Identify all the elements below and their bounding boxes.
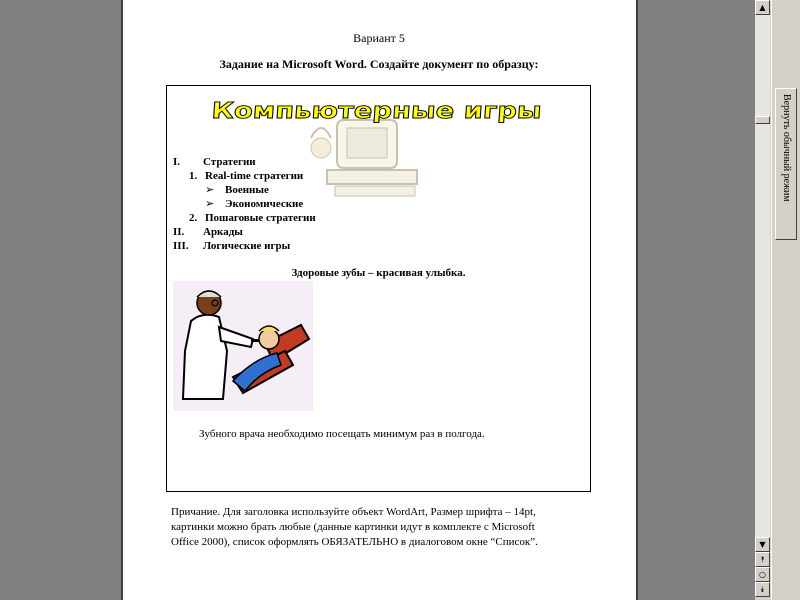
list-item: ➢ Военные [205,184,269,196]
page-right-edge [636,0,638,600]
vertical-toolbar [771,0,800,600]
next-page-button[interactable]: ⯯ [755,582,770,597]
wordart-title [167,92,590,132]
return-normal-mode-label: Вернуть обычный режим [781,94,792,202]
previous-page-button[interactable]: ⯭ [755,552,770,567]
list-item: II. Аркады [173,226,243,238]
arrow-bullet-icon: ➢ [205,184,215,196]
scroll-down-button[interactable]: ▼ [755,537,770,552]
sample-frame [166,85,591,492]
wordart-title-text: Компьютерные игры [210,99,478,124]
list-item: I. Стратегии [173,156,256,168]
scrollbar-track[interactable] [755,15,770,540]
arrow-bullet-icon: ➢ [205,198,215,210]
dentist-clipart [173,281,313,411]
list-item: 1. Real-time стратегии [189,170,304,182]
workspace-left [0,0,122,600]
teeth-heading: Здоровые зубы – красивая улыбка. [291,267,466,279]
variant-heading: Вариант 5 [353,31,405,45]
dentist-caption: Зубного врача необходимо посещать минимум раз в полгода. [199,428,485,440]
vertical-scrollbar[interactable] [754,0,771,600]
note-paragraph: Причание. Для заголовка используйте объект WordArt, Размер шрифта – 14pt, картинки можно брать любые (данные картинки идут в комплекте с Microsoft Office 2000), список оформлять ОБЯЗАТЕЛЬНО в диалоговом окне “Список”. [171,506,538,548]
page-left-edge [121,0,123,600]
task-heading: Задание на Microsoft Word. Создайте документ по образцу: [219,57,539,71]
scroll-up-button[interactable]: ▲ [755,0,770,15]
scrollbar-thumb[interactable] [755,116,770,124]
list-item: ➢ Экономические [205,198,304,210]
document-page[interactable] [122,0,636,600]
workspace-right [636,0,754,600]
games-outline-list [173,155,473,253]
return-normal-mode-button[interactable] [775,88,797,240]
list-item: 2. Пошаговые стратегии [189,212,316,224]
list-item: III. Логические игры [173,240,291,252]
select-browse-object-button[interactable]: ○ [755,567,770,582]
